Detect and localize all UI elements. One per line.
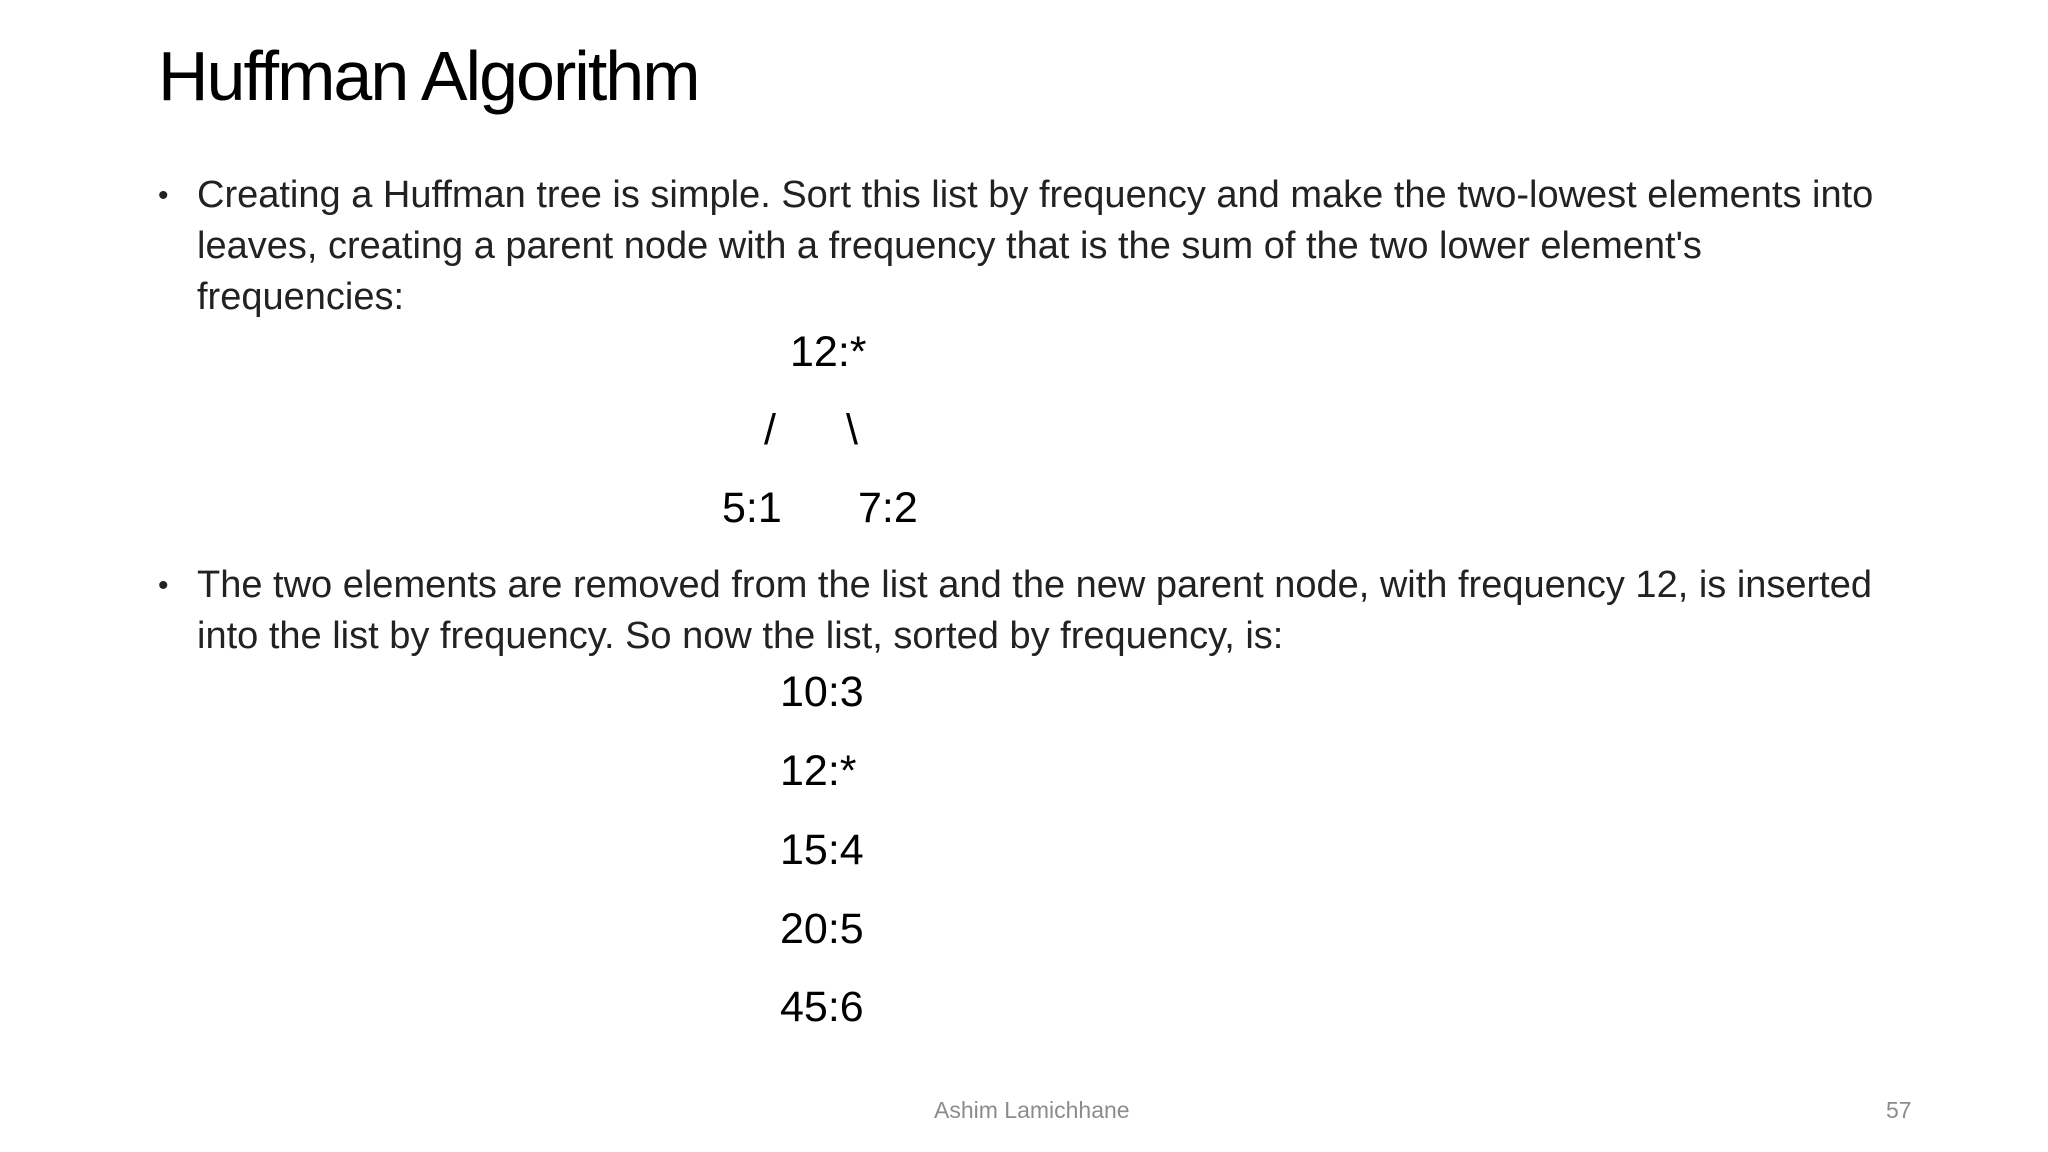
list-item: 15:4 [780, 826, 864, 874]
tree-root-node: 12:* [790, 328, 867, 376]
footer-author: Ashim Lamichhane [934, 1097, 1130, 1123]
bullet-icon: • [158, 179, 169, 212]
tree-left-branch: / [764, 406, 776, 454]
list-item: 20:5 [780, 905, 864, 953]
tree-left-leaf: 5:1 [722, 484, 782, 532]
bullet-text: Creating a Huffman tree is simple. Sort this list by frequency and make the two-lowest elements into leaves, creating a parent node with a frequency that is the sum of the two lower element's frequencies: [197, 174, 1874, 318]
bullet-icon: • [158, 569, 169, 602]
tree-right-leaf: 7:2 [858, 484, 918, 532]
slide-title: Huffman Algorithm [158, 37, 699, 115]
list-item: 45:6 [780, 983, 864, 1031]
tree-right-branch: \ [846, 406, 858, 454]
list-item: 12:* [780, 747, 857, 795]
bullet-text: The two elements are removed from the list and the new parent node, with frequency 12, is inserted into the list by frequency. So now the list, sorted by frequency, is: [197, 564, 1873, 657]
bullet-item [158, 560, 1878, 662]
bullet-item [158, 170, 1878, 323]
list-item: 10:3 [780, 668, 864, 716]
page-number: 57 [1886, 1097, 1912, 1123]
